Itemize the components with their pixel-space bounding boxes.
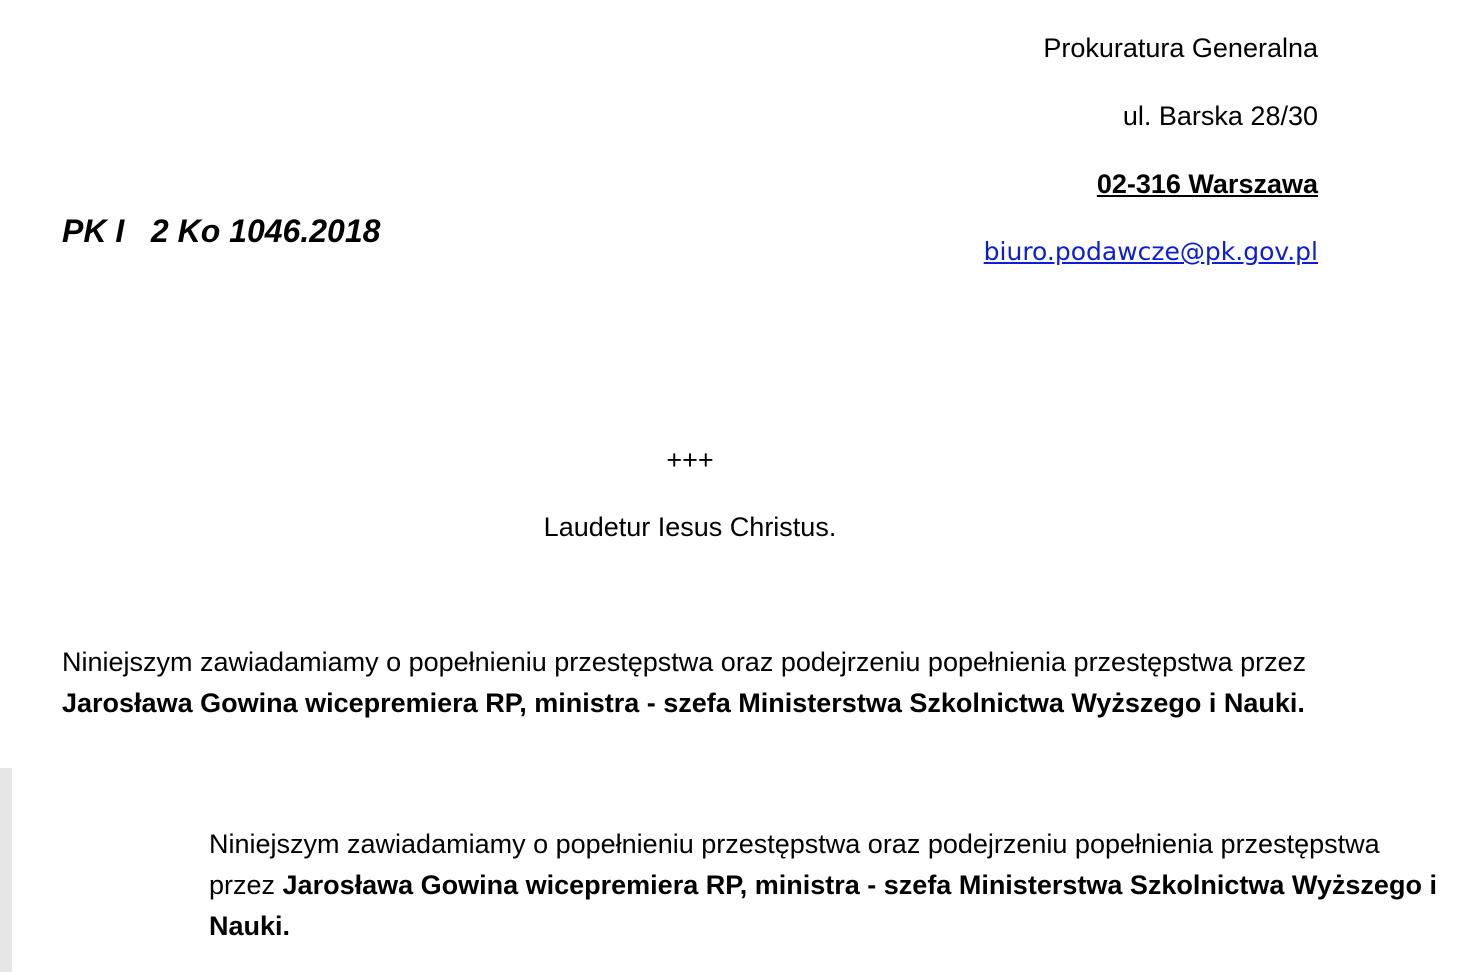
separator-crosses: +++ — [666, 445, 714, 475]
greeting: Laudetur Iesus Christus. — [543, 512, 837, 542]
recipient-email-link[interactable]: biuro.podawcze@pk.gov.pl — [983, 237, 1318, 266]
notice-paragraph-2-lead: Niniejszym zawiadamiamy o popełnieniu przestępstwa oraz podejrzeniu popełnienia przestępstwa przez — [209, 829, 1380, 900]
margin-bar — [0, 768, 12, 972]
notice-paragraph-1-lead: Niniejszym zawiadamiamy o popełnieniu przestępstwa oraz podejrzeniu popełnienia przestępstwa przez — [62, 647, 1307, 677]
recipient-street: ul. Barska 28/30 — [1122, 101, 1318, 131]
case-reference: PK I 2 Ko 1046.2018 — [62, 213, 381, 249]
recipient-city: 02-316 Warszawa — [1096, 169, 1318, 199]
notice-paragraph-2 — [209, 824, 1449, 947]
notice-paragraph-1-bold: Jarosława Gowina wicepremiera RP, ministra - szefa Ministerstwa Szkolnictwa Wyższego i Nauki. — [62, 688, 1305, 718]
notice-paragraph-1 — [62, 642, 1322, 724]
recipient-name: Prokuratura Generalna — [1043, 33, 1318, 63]
notice-paragraph-2-bold: Jarosława Gowina wicepremiera RP, ministra - szefa Ministerstwa Szkolnictwa Wyższego i Nauki. — [209, 870, 1437, 941]
